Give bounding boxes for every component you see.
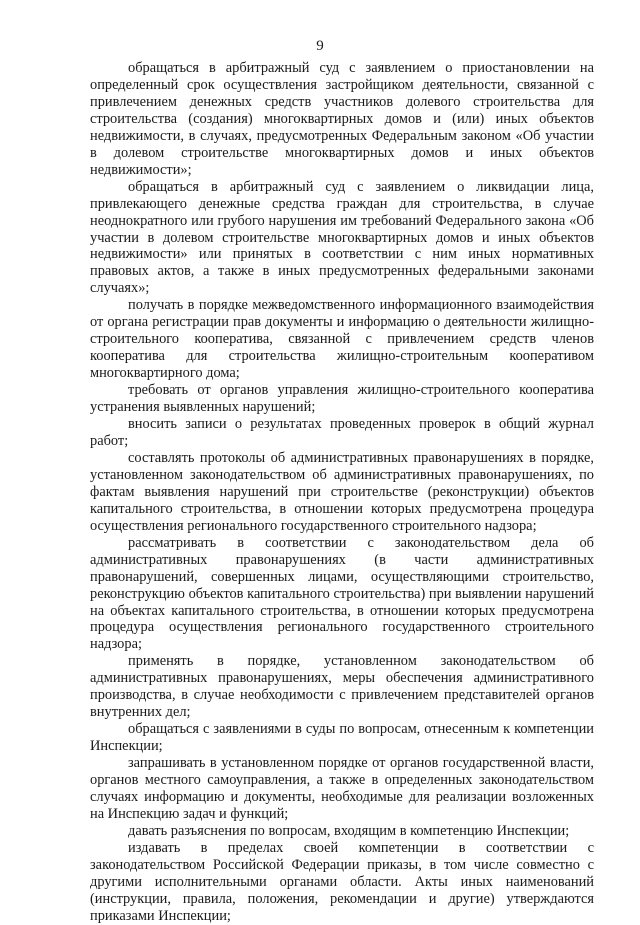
paragraph-5: вносить записи о результатах проведенных проверок в общий журнал работ; <box>90 416 594 449</box>
paragraph-8: применять в порядке, установленном законодательством об административных правонарушениях, меры обеспечения административного производства, в случае необходимости с привлечением представителей органов внутренних дел; <box>90 653 594 721</box>
paragraph-11: давать разъяснения по вопросам, входящим в компетенцию Инспекции; <box>128 822 570 839</box>
document-body <box>90 60 594 925</box>
paragraph-10: запрашивать в установленном порядке от органов государственной власти, органов местного самоуправления, а также в определенных законодательством случаях информацию и документы, необходимые для реализации возложенных на Инспекцию задач и функций; <box>90 755 594 822</box>
paragraph-4: требовать от органов управления жилищно-строительного кооператива устранения выявленных нарушений; <box>90 382 594 416</box>
paragraph-7: рассматривать в соответствии с законодательством дела об административных правонарушениях (в части административных правонарушений, совершенных лицами, осуществляющими строительство, реконструкцию объектов капитального строительства) при выявлении нарушений на объектах капитального строительства, в отношении которых предусмотрена процедура осуществления регионального государственного строительного надзора; <box>90 534 594 653</box>
paragraph-3: получать в порядке межведомственного информационного взаимодействия от органа регистрации прав документы и информацию о деятельности жилищно-строительного кооператива, связанной с привлечением средств членов кооператива для строительства жилищно-строительным кооперативом многоквартирного дома; <box>90 297 594 382</box>
paragraph-9: обращаться с заявлениями в суды по вопросам, отнесенным к компетенции Инспекции; <box>90 721 594 755</box>
page-number: 9 <box>316 38 324 54</box>
paragraph-2: обращаться в арбитражный суд с заявлением о ликвидации лица, привлекающего денежные средства граждан для строительства, в случае неоднократного или грубого нарушения им требований Федерального закона «Об участии в долевом строительстве многоквартирных домов и иных объектов недвижимости» или принятых в соответствии с ним иных нормативных правовых актов, а также в иных предусмотренных федеральными законами случаях»; <box>90 178 594 297</box>
paragraph-12: издавать в пределах своей компетенции в соответствии с законодательством Российской Федерации приказы, в том числе совместно с другими исполнительными органами области. Акты иных наименований (инструкции, правила, положения, рекомендации и другие) утверждаются приказами Инспекции; <box>90 839 594 924</box>
paragraph-1: обращаться в арбитражный суд с заявлением о приостановлении на определенный срок осуществления застройщиком деятельности, связанной с привлечением денежных средств участников долевого строительства для строительства (создания) многоквартирных домов и (или) иных объектов недвижимости, в случаях, предусмотренных Федеральным законом «Об участии в долевом строительстве многоквартирных домов и иных объектов недвижимости»; <box>90 60 594 178</box>
paragraph-6: составлять протоколы об административных правонарушениях в порядке, установленном законодательством об административных правонарушениях, по фактам выявления нарушений при строительстве (реконструкции) объектов капитального строительства, в отношении которых предусмотрена процедура осуществления регионального государственного строительного надзора; <box>90 449 594 534</box>
